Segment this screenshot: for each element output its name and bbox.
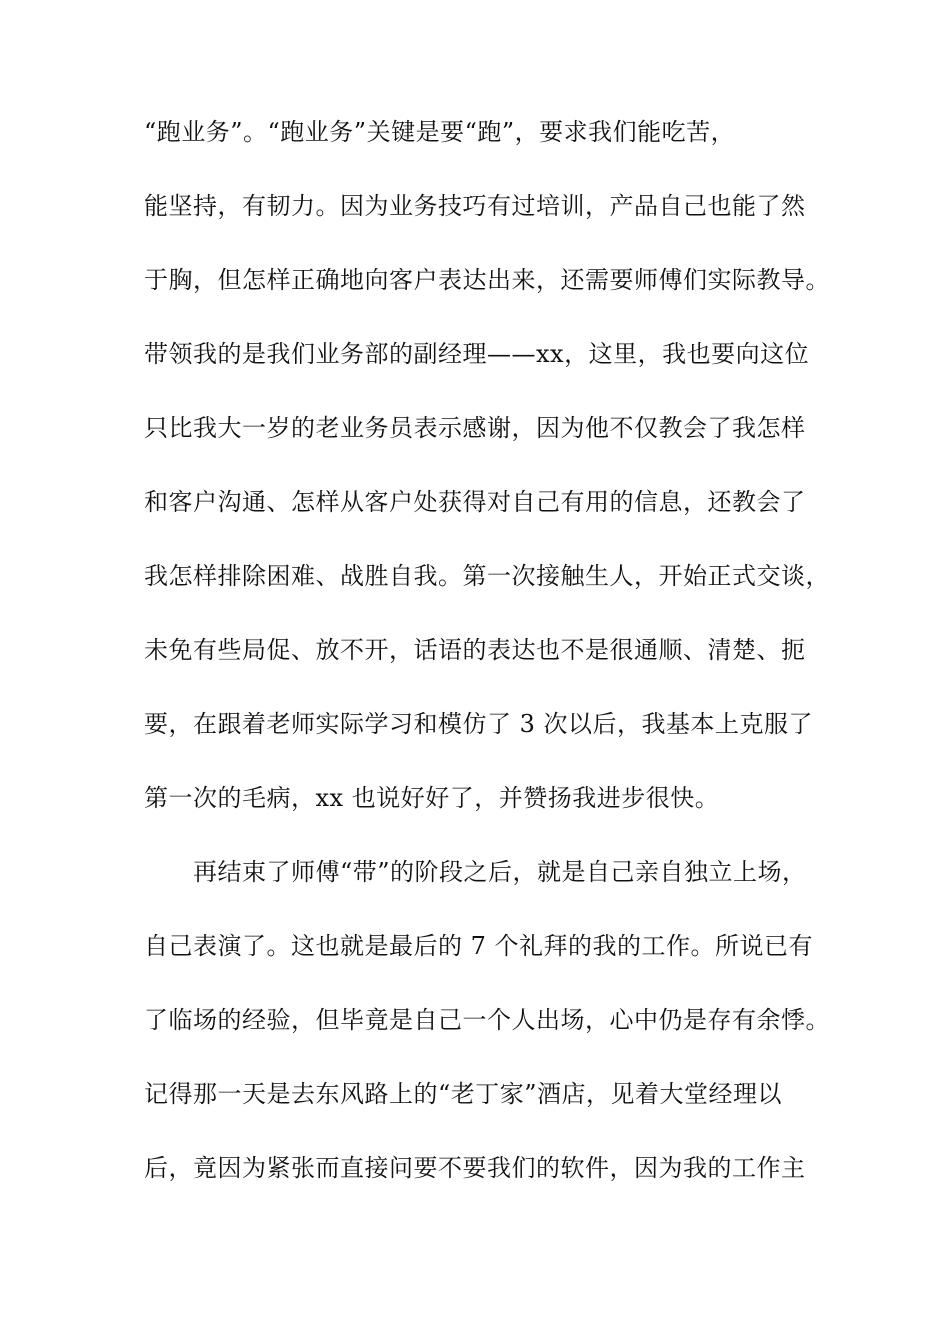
text-line: 后，竟因为紧张而直接问要不要我们的软件，因为我的工作主 [144, 1154, 806, 1182]
text-line: 自己表演了。这也就是最后的 7 个礼拜的我的工作。所说已有 [144, 932, 814, 960]
text-line: 能坚持，有韧力。因为业务技巧有过培训，产品自己也能了然 [144, 192, 806, 220]
document-body [144, 112, 830, 1222]
text-line: 带领我的是我们业务部的副经理——xx，这里，我也要向这位 [144, 340, 810, 368]
text-line: 未免有些局促、放不开，话语的表达也不是很通顺、清楚、扼 [144, 636, 806, 664]
text-line: 只比我大一岁的老业务员表示感谢，因为他不仅教会了我怎样 [144, 414, 806, 442]
text-line: 要，在跟着老师实际学习和模仿了 3 次以后，我基本上克服了 [144, 710, 814, 738]
text-line: 第一次的毛病，xx 也说好好了，并赞扬我进步很快。 [144, 784, 720, 812]
text-line: 我怎样排除困难、战胜自我。第一次接触生人，开始正式交谈， [144, 562, 830, 590]
text-line: “跑业务”。“跑业务”关键是要“跑”，要求我们能吃苦， [144, 118, 736, 146]
text-line: 再结束了师傅“带”的阶段之后，就是自己亲自独立上场， [144, 858, 807, 886]
text-line: 于胸，但怎样正确地向客户表达出来，还需要师傅们实际教导。 [144, 266, 830, 294]
text-line: 了临场的经验，但毕竟是自己一个人出场，心中仍是存有余悸。 [144, 1006, 830, 1034]
text-line: 记得那一天是去东风路上的“老丁家”酒店，见着大堂经理以 [144, 1080, 783, 1108]
text-line: 和客户沟通、怎样从客户处获得对自己有用的信息，还教会了 [144, 488, 806, 516]
